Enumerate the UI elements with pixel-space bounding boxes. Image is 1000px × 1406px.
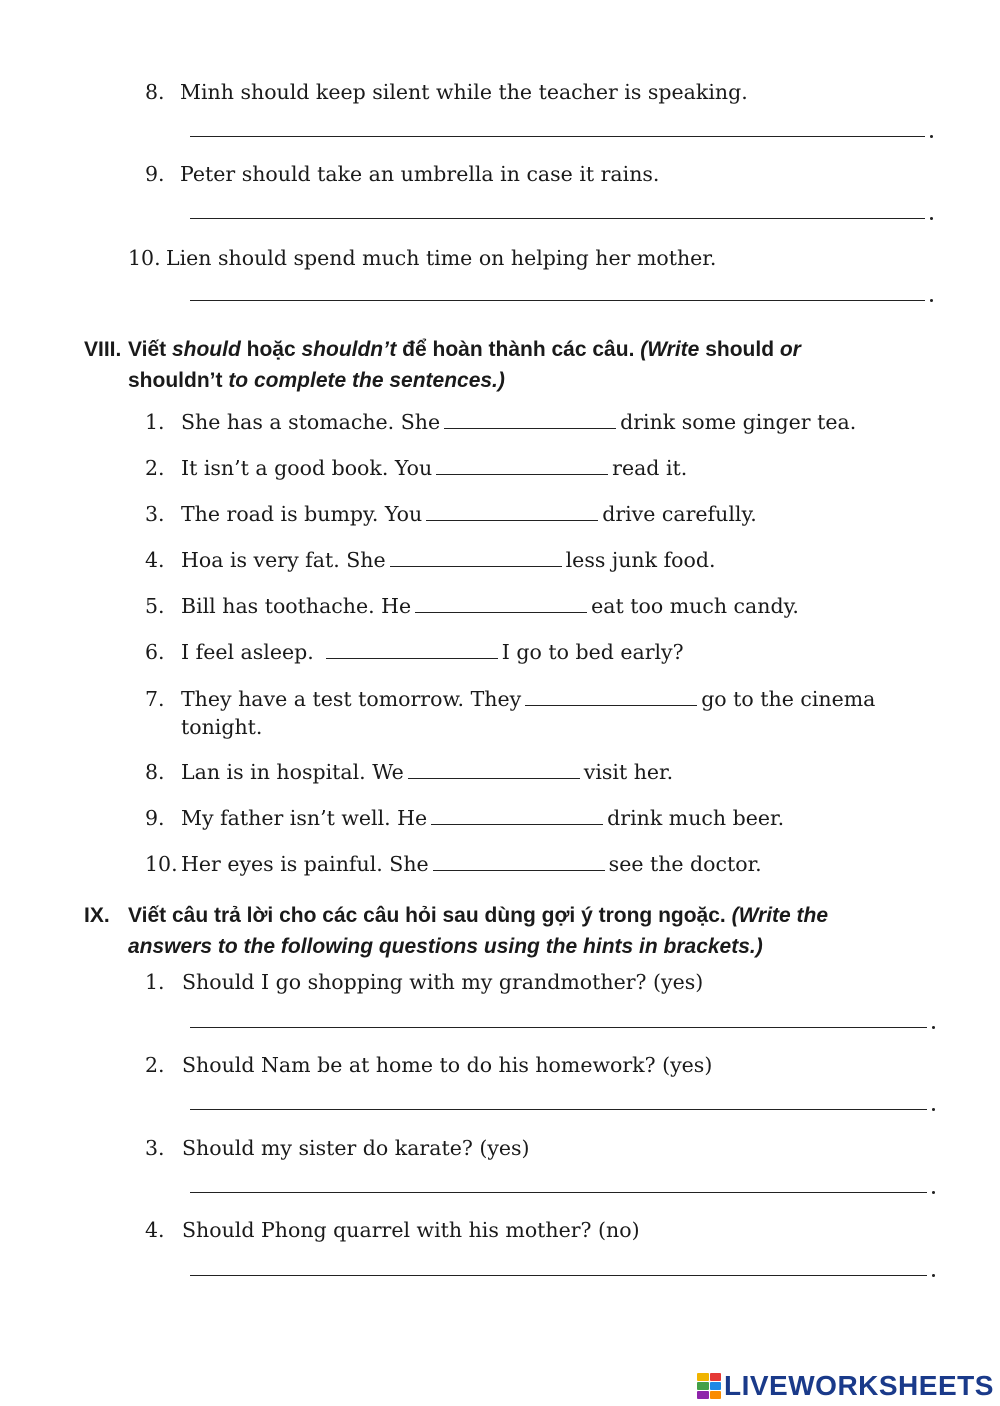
viii-item-7: 7. They have a test tomorrow. They go to the cinema [145,687,876,711]
viii-item-3: 3. The road is bumpy. You drive carefully. [145,502,757,526]
line-end-dot [930,217,933,220]
line-end-dot [932,1108,935,1111]
ix-item-3: 3. Should my sister do karate? (yes) [145,1136,530,1160]
viii-item-1: 1. She has a stomache. She drink some ginger tea. [145,410,857,434]
section-number: IX. [84,904,110,927]
item-text: Minh should keep silent while the teacher is speaking. [180,80,748,104]
viii-item-10: 10. Her eyes is painful. She see the doctor. [145,852,762,876]
ix-item-4: 4. Should Phong quarrel with his mother? (no) [145,1218,640,1242]
line-end-dot [932,1274,935,1277]
fill-blank[interactable] [426,504,598,521]
logo-grid-icon [697,1373,721,1399]
answer-line[interactable] [190,1275,927,1276]
viii-item-5: 5. Bill has toothache. He eat too much candy. [145,594,799,618]
top-item-9: 9. Peter should take an umbrella in case it rains. [145,162,660,186]
fill-blank[interactable] [415,596,587,613]
line-end-dot [930,299,933,302]
fill-blank[interactable] [431,808,603,825]
viii-item-8: 8. Lan is in hospital. We visit her. [145,760,674,784]
fill-blank[interactable] [408,762,580,779]
answer-line[interactable] [190,300,925,301]
viii-item-9: 9. My father isn’t well. He drink much beer. [145,806,785,830]
answer-line[interactable] [190,136,925,137]
section-number: VIII. [84,338,122,361]
fill-blank[interactable] [525,689,697,706]
line-end-dot [932,1026,935,1029]
item-text: Lien should spend much time on helping her mother. [166,246,717,270]
viii-item-2: 2. It isn’t a good book. You read it. [145,456,688,480]
ix-item-2: 2. Should Nam be at home to do his homework? (yes) [145,1053,713,1077]
viii-item-6: 6. I feel asleep. I go to bed early? [145,640,684,664]
liveworksheets-logo[interactable] [697,1370,994,1402]
answer-line[interactable] [190,1027,927,1028]
fill-blank[interactable] [433,854,605,871]
section-ix-heading: IX. Viết câu trả lời cho các câu hỏi sau dùng gợi ý trong ngoặc. (Write the answers to the following questions using the hints in brackets.) [84,900,954,962]
viii-item-4: 4. Hoa is very fat. She less junk food. [145,548,716,572]
fill-blank[interactable] [326,642,498,659]
ix-item-1: 1. Should I go shopping with my grandmother? (yes) [145,970,704,994]
answer-line[interactable] [190,218,925,219]
answer-line[interactable] [190,1192,927,1193]
fill-blank[interactable] [436,458,608,475]
fill-blank[interactable] [444,412,616,429]
item-text: Peter should take an umbrella in case it rains. [180,162,660,186]
top-item-10: 10. Lien should spend much time on helping her mother. [128,246,717,270]
viii-item-7-continued: tonight. [181,715,263,739]
logo-text: LIVEWORKSHEETS [724,1370,994,1401]
section-viii-heading: VIII. Viết should hoặc shouldn’t để hoàn thành các câu. (Write should or shouldn’t to complete the sentences.) [84,334,954,396]
fill-blank[interactable] [390,550,562,567]
line-end-dot [932,1191,935,1194]
line-end-dot [930,135,933,138]
answer-line[interactable] [190,1109,927,1110]
top-item-8: 8. Minh should keep silent while the teacher is speaking. [145,80,748,104]
